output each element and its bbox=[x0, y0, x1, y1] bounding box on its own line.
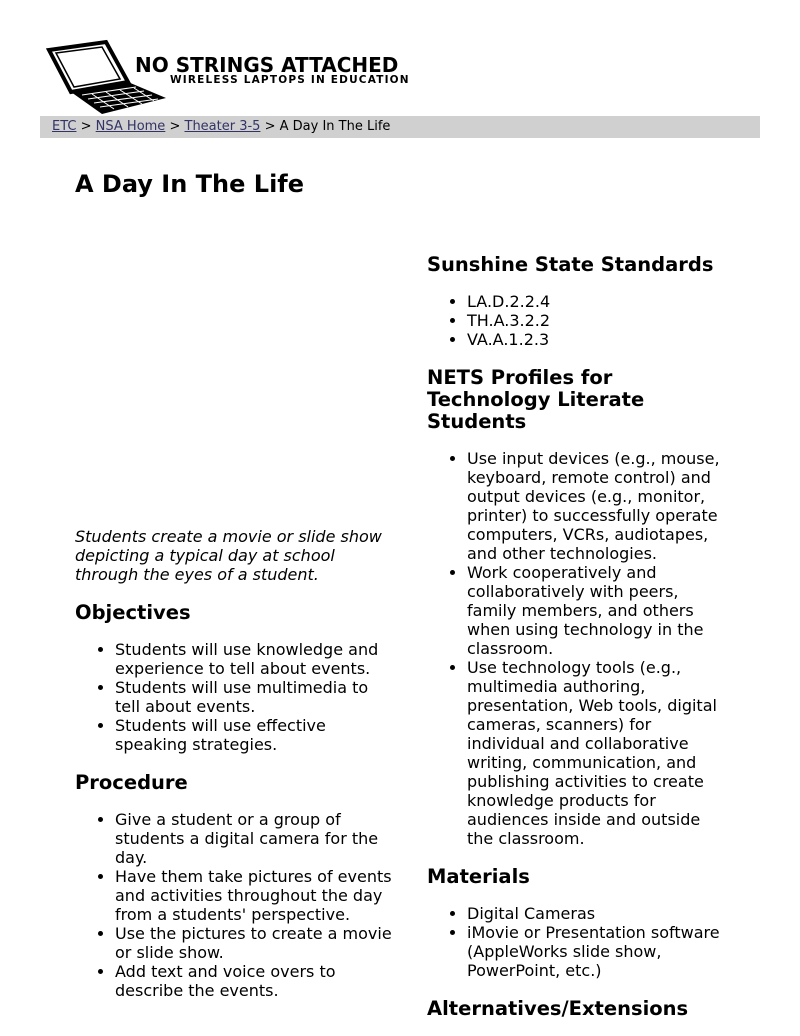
list-item: • TH.A.3.2.2 bbox=[467, 311, 727, 330]
breadcrumb-current: A Day In The Life bbox=[279, 119, 391, 134]
list-item: • iMovie or Presentation software (AppleWorks slide show, PowerPoint, etc.) bbox=[467, 923, 727, 980]
logo-title: NO STRINGS ATTACHED bbox=[135, 53, 399, 77]
list-item: • LA.D.2.2.4 bbox=[467, 292, 727, 311]
list-item: • VA.A.1.2.3 bbox=[467, 330, 727, 349]
list-item: • Have them take pictures of events and activities throughout the day from a students' perspective. bbox=[115, 867, 397, 924]
list-item: • Give a student or a group of students a digital camera for the day. bbox=[115, 810, 397, 867]
procedure-heading: Procedure bbox=[75, 771, 188, 794]
standards-list bbox=[427, 292, 727, 349]
list-item: • Use input devices (e.g., mouse, keyboard, remote control) and output devices (e.g., monitor, printer) to successfully operate computers, VCRs, audiotapes, and other technologies. bbox=[467, 449, 727, 563]
breadcrumb-separator: > bbox=[80, 119, 92, 134]
lesson-summary: Students create a movie or slide show depicting a typical day at school through the eyes of a student. bbox=[75, 527, 382, 584]
breadcrumb bbox=[40, 116, 760, 138]
logo-subtitle: WIRELESS LAPTOPS IN EDUCATION bbox=[170, 74, 410, 86]
page-title: A Day In The Life bbox=[75, 170, 305, 198]
left-column bbox=[75, 527, 397, 1018]
breadcrumb-link-etc[interactable]: ETC bbox=[52, 119, 77, 134]
list-item: • Students will use effective speaking strategies. bbox=[115, 716, 397, 754]
list-item: • Add text and voice overs to describe the events. bbox=[115, 962, 397, 1000]
breadcrumb-separator: > bbox=[264, 119, 276, 134]
list-item: • Students will use knowledge and experience to tell about events. bbox=[115, 640, 397, 678]
list-item: • Students will use multimedia to tell about events. bbox=[115, 678, 397, 716]
materials-list bbox=[427, 904, 727, 980]
breadcrumb-link-nsa-home[interactable]: NSA Home bbox=[95, 119, 166, 134]
objectives-list bbox=[75, 640, 397, 754]
objectives-heading: Objectives bbox=[75, 601, 191, 624]
list-item: • Work cooperatively and collaboratively with peers, family members, and others when using technology in the classroom. bbox=[467, 563, 727, 658]
nets-heading: NETS Profiles for Technology Literate Students bbox=[427, 366, 645, 433]
procedure-list bbox=[75, 810, 397, 1000]
breadcrumb-separator: > bbox=[169, 119, 181, 134]
standards-heading: Sunshine State Standards bbox=[427, 253, 714, 276]
list-item: • Digital Cameras bbox=[467, 904, 727, 923]
list-item: • Use the pictures to create a movie or slide show. bbox=[115, 924, 397, 962]
alternatives-heading: Alternatives/Extensions bbox=[427, 997, 689, 1020]
site-header bbox=[40, 36, 760, 116]
right-column bbox=[427, 254, 727, 1036]
nets-list bbox=[427, 449, 727, 848]
materials-heading: Materials bbox=[427, 865, 530, 888]
list-item: • Use technology tools (e.g., multimedia authoring, presentation, Web tools, digital cameras, scanners) for individual and collaborative writing, communication, and publishing activities to create knowledge products for audiences inside and outside the classroom. bbox=[467, 658, 727, 848]
breadcrumb-link-theater[interactable]: Theater 3-5 bbox=[184, 119, 261, 134]
